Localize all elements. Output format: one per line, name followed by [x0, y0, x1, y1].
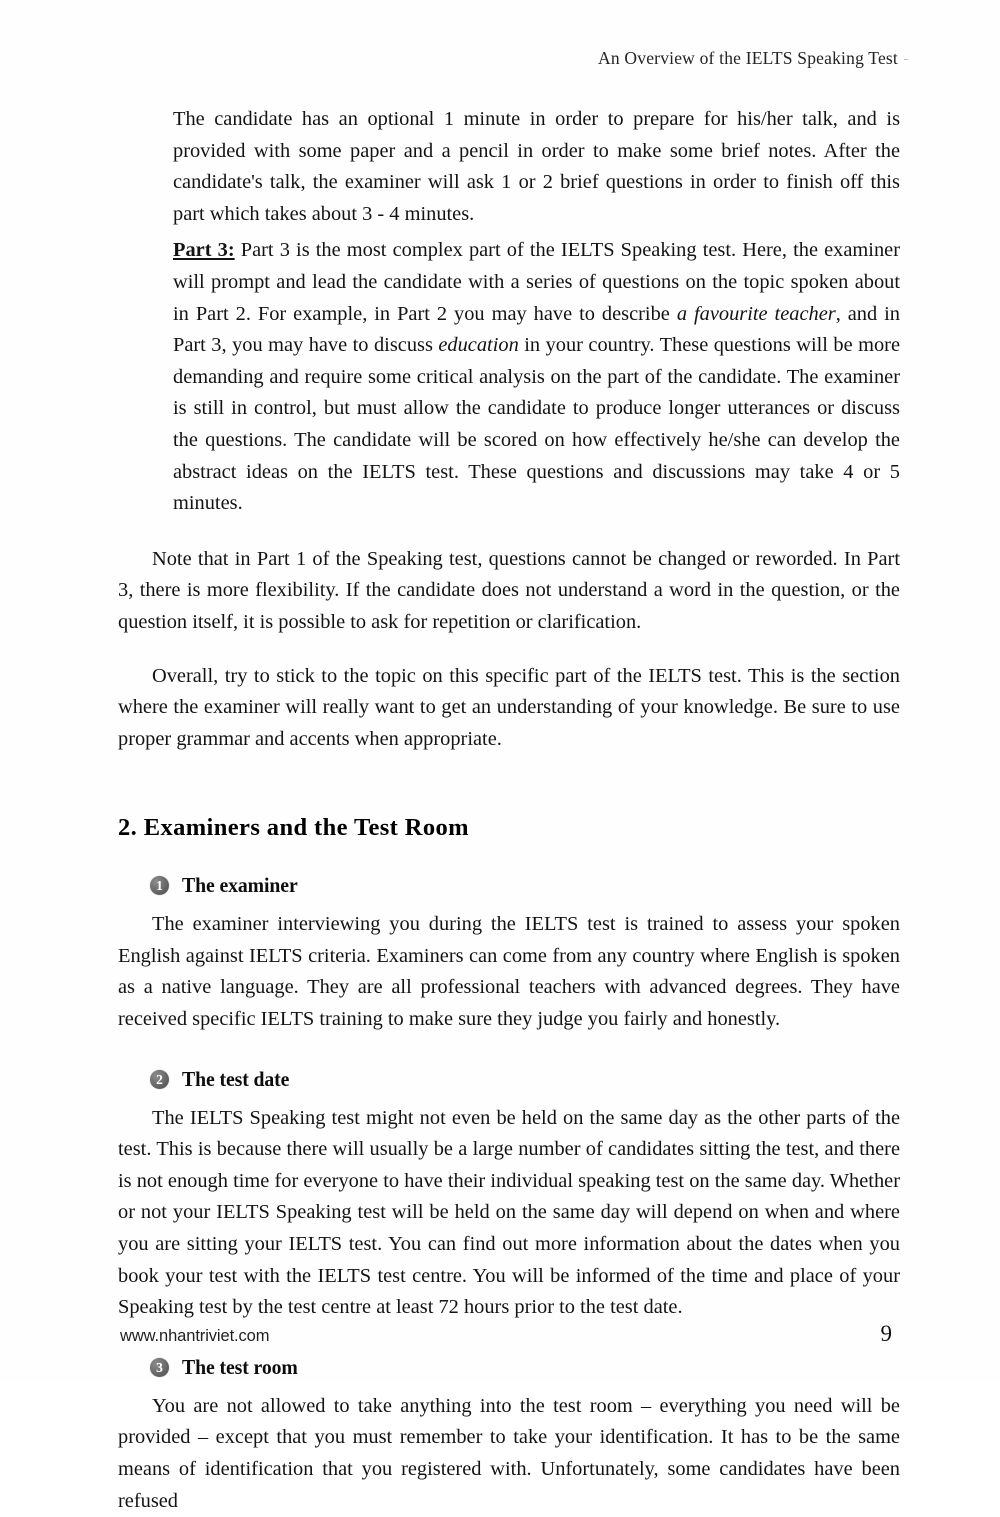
footer-website: www.nhantriviet.com	[120, 1327, 270, 1345]
paragraph-block-the-test-date	[118, 1103, 900, 1324]
paragraph-block-overall	[118, 661, 900, 756]
part-3-italic-education: education	[438, 334, 519, 357]
paragraph-overall: Overall, try to stick to the topic on this specific part of the IELTS test. This is the section where the examiner will really want to get an understanding of your knowledge. Be sure to use proper grammar and accents when appropriate.	[118, 664, 900, 750]
subsection-title: The examiner	[182, 873, 298, 898]
paragraph-optional-minute: The candidate has an optional 1 minute in order to prepare for his/her talk, and is provided with some paper and a pencil in order to make some brief notes. After the candidate's talk, the examiner will ask 1 or 2 brief questions in order to finish off this part which takes about 3 - 4 minutes.	[173, 108, 900, 225]
paragraph-block-the-test-room	[118, 1391, 900, 1517]
paragraph-block-note	[118, 544, 900, 639]
subsection-title: The test room	[182, 1354, 298, 1379]
paragraph-note-part-1: Note that in Part 1 of the Speaking test, questions cannot be changed or reworded. In Part 3, there is more flexibility. If the candidate does not understand a word in the question, or the question itself, it is possible to ask for repetition or clarification.	[118, 547, 900, 633]
part-3-text-a: Part 3 is the most complex part of the IELTS Speaking test. Here, the examiner will prompt and lead the candidate with a series of questions on the topic spoken about in Part 2. For example, in Part 2 you may have to describe	[173, 239, 900, 325]
paragraph-the-test-date: The IELTS Speaking test might not even be held on the same day as the other parts of the test. This is because there will usually be a large number of candidates sitting the test, and there is not enough time for everyone to have their individual speaking test on the same day. Whether or not your IELTS Speaking test will be held on the same day will depend on when and where you are sitting your IELTS test. You can find out more information about the dates when you book your test with the IELTS test centre. You will be informed of the time and place of your Speaking test by the test centre at least 72 hours prior to the test date.	[118, 1106, 900, 1319]
paragraph-part-3	[173, 235, 900, 519]
running-header: An Overview of the IELTS Speaking Test	[598, 48, 908, 69]
paragraph-the-test-room: You are not allowed to take anything into the test room – everything you need will be provided – except that you must remember to take your identification. It has to be the same means of identification that you registered with. Unfortunately, some candidates have been refused	[118, 1394, 900, 1512]
number-badge-icon: 1	[150, 876, 169, 895]
indented-text-block	[173, 104, 900, 520]
page-content	[118, 104, 900, 1517]
part-3-text-c: in your country. These questions will be more demanding and require some critical analysis on the part of the candidate. The examiner is still in control, but must allow the candidate to produce longer utterances or discuss the questions. The candidate will be scored on how effectively he/she can develop the abstract ideas on the IELTS test. These questions and discussions may take 4 or 5 minutes.	[173, 334, 901, 515]
subsection-heading-the-test-room	[150, 1355, 900, 1380]
number-badge-icon: 3	[150, 1358, 169, 1377]
page-number: 9	[880, 1321, 892, 1346]
paragraph-block-the-examiner	[118, 909, 900, 1035]
part-3-label: Part 3:	[173, 239, 235, 262]
subsection-title: The test date	[182, 1066, 290, 1091]
subsection-heading-the-examiner	[150, 873, 900, 898]
number-badge-icon: 2	[150, 1070, 169, 1089]
paragraph-the-examiner: The examiner interviewing you during the IELTS test is trained to assess your spoken English against IELTS criteria. Examiners can come from any country where English is spoken as a native language. They are all professional teachers with advanced degrees. They have received specific IELTS training to make sure they judge you fairly and honestly.	[118, 913, 900, 1031]
part-3-text-b: , and in Part 3, you may have to discuss	[173, 302, 900, 357]
subsection-heading-the-test-date	[150, 1067, 900, 1092]
part-3-italic-favourite-teacher: a favourite teacher	[676, 302, 836, 325]
page-footer	[120, 1321, 892, 1347]
section-heading-examiners-and-test-room: 2. Examiners and the Test Room	[118, 814, 469, 842]
